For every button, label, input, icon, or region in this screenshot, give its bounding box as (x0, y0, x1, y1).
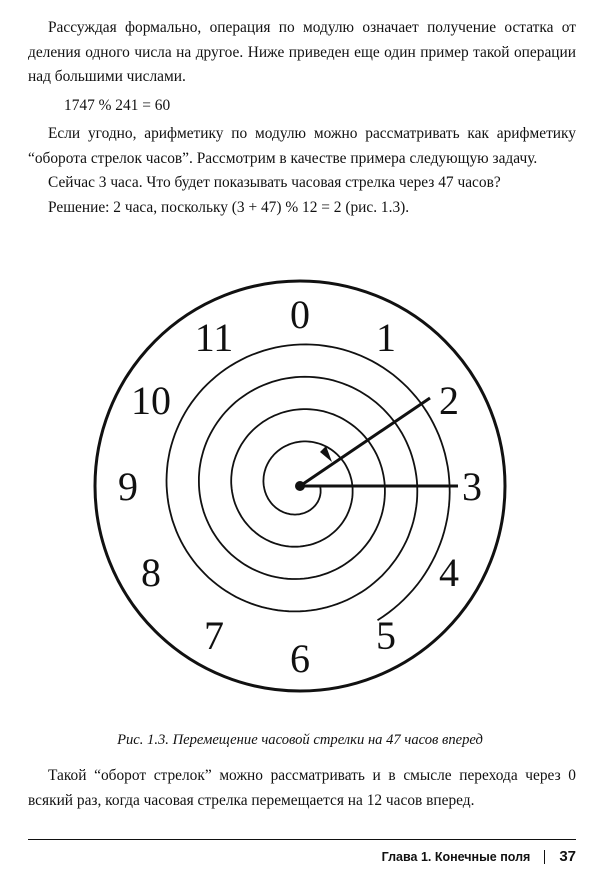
page-footer (382, 848, 576, 865)
figure-caption: Рис. 1.3. Перемещение часовой стрелки на 47 часов вперед (117, 732, 483, 748)
clock-center-dot (295, 481, 305, 491)
clock-number-3: 3 (462, 464, 482, 509)
paragraph-wraparound: Такой “оборот стрелок” можно рассматривать и в смысле перехода через 0 всякий раз, когда часовая стрелка перемещается на 12 часов вперед. (28, 767, 576, 809)
equation-example: 1747 % 241 = 60 (64, 96, 171, 114)
clock-number-9: 9 (118, 464, 138, 509)
paragraph-question: Сейчас 3 часа. Что будет показывать часовая стрелка через 47 часов? (48, 174, 501, 191)
paragraph-clock-arithmetic: Если угодно, арифметику по модулю можно рассматривать как арифметику “оборота стрелок часов”. Рассмотрим в качестве примера следующую задачу. (28, 125, 576, 167)
paragraph-modulo-definition: Рассуждая формально, операция по модулю означает получение остатка от деления одного числа на другое. Ниже приведен еще один пример такой операции над большими числами. (28, 19, 576, 85)
clock-number-7: 7 (204, 612, 224, 658)
page-number: 37 (559, 848, 576, 865)
clock-diagram (90, 268, 510, 708)
clock-number-1: 1 (376, 315, 396, 361)
footer-rule (28, 839, 576, 840)
clock-number-4: 4 (438, 550, 459, 595)
clock-number-11: 11 (194, 315, 234, 361)
clock-number-10: 10 (131, 378, 172, 423)
footer-chapter-title: Глава 1. Конечные поля (381, 849, 531, 864)
clock-number-6: 6 (290, 636, 310, 681)
clock-figure (90, 268, 510, 708)
body-text-top (28, 16, 576, 220)
clock-number-5: 5 (376, 612, 396, 658)
paragraph-solution: Решение: 2 часа, поскольку (3 + 47) % 12 = 2 (рис. 1.3). (48, 198, 410, 216)
body-text-bottom (28, 764, 576, 813)
clock-number-8: 8 (141, 550, 162, 595)
footer-separator (544, 850, 545, 864)
clock-number-2: 2 (438, 378, 459, 423)
clock-number-0: 0 (290, 292, 310, 337)
